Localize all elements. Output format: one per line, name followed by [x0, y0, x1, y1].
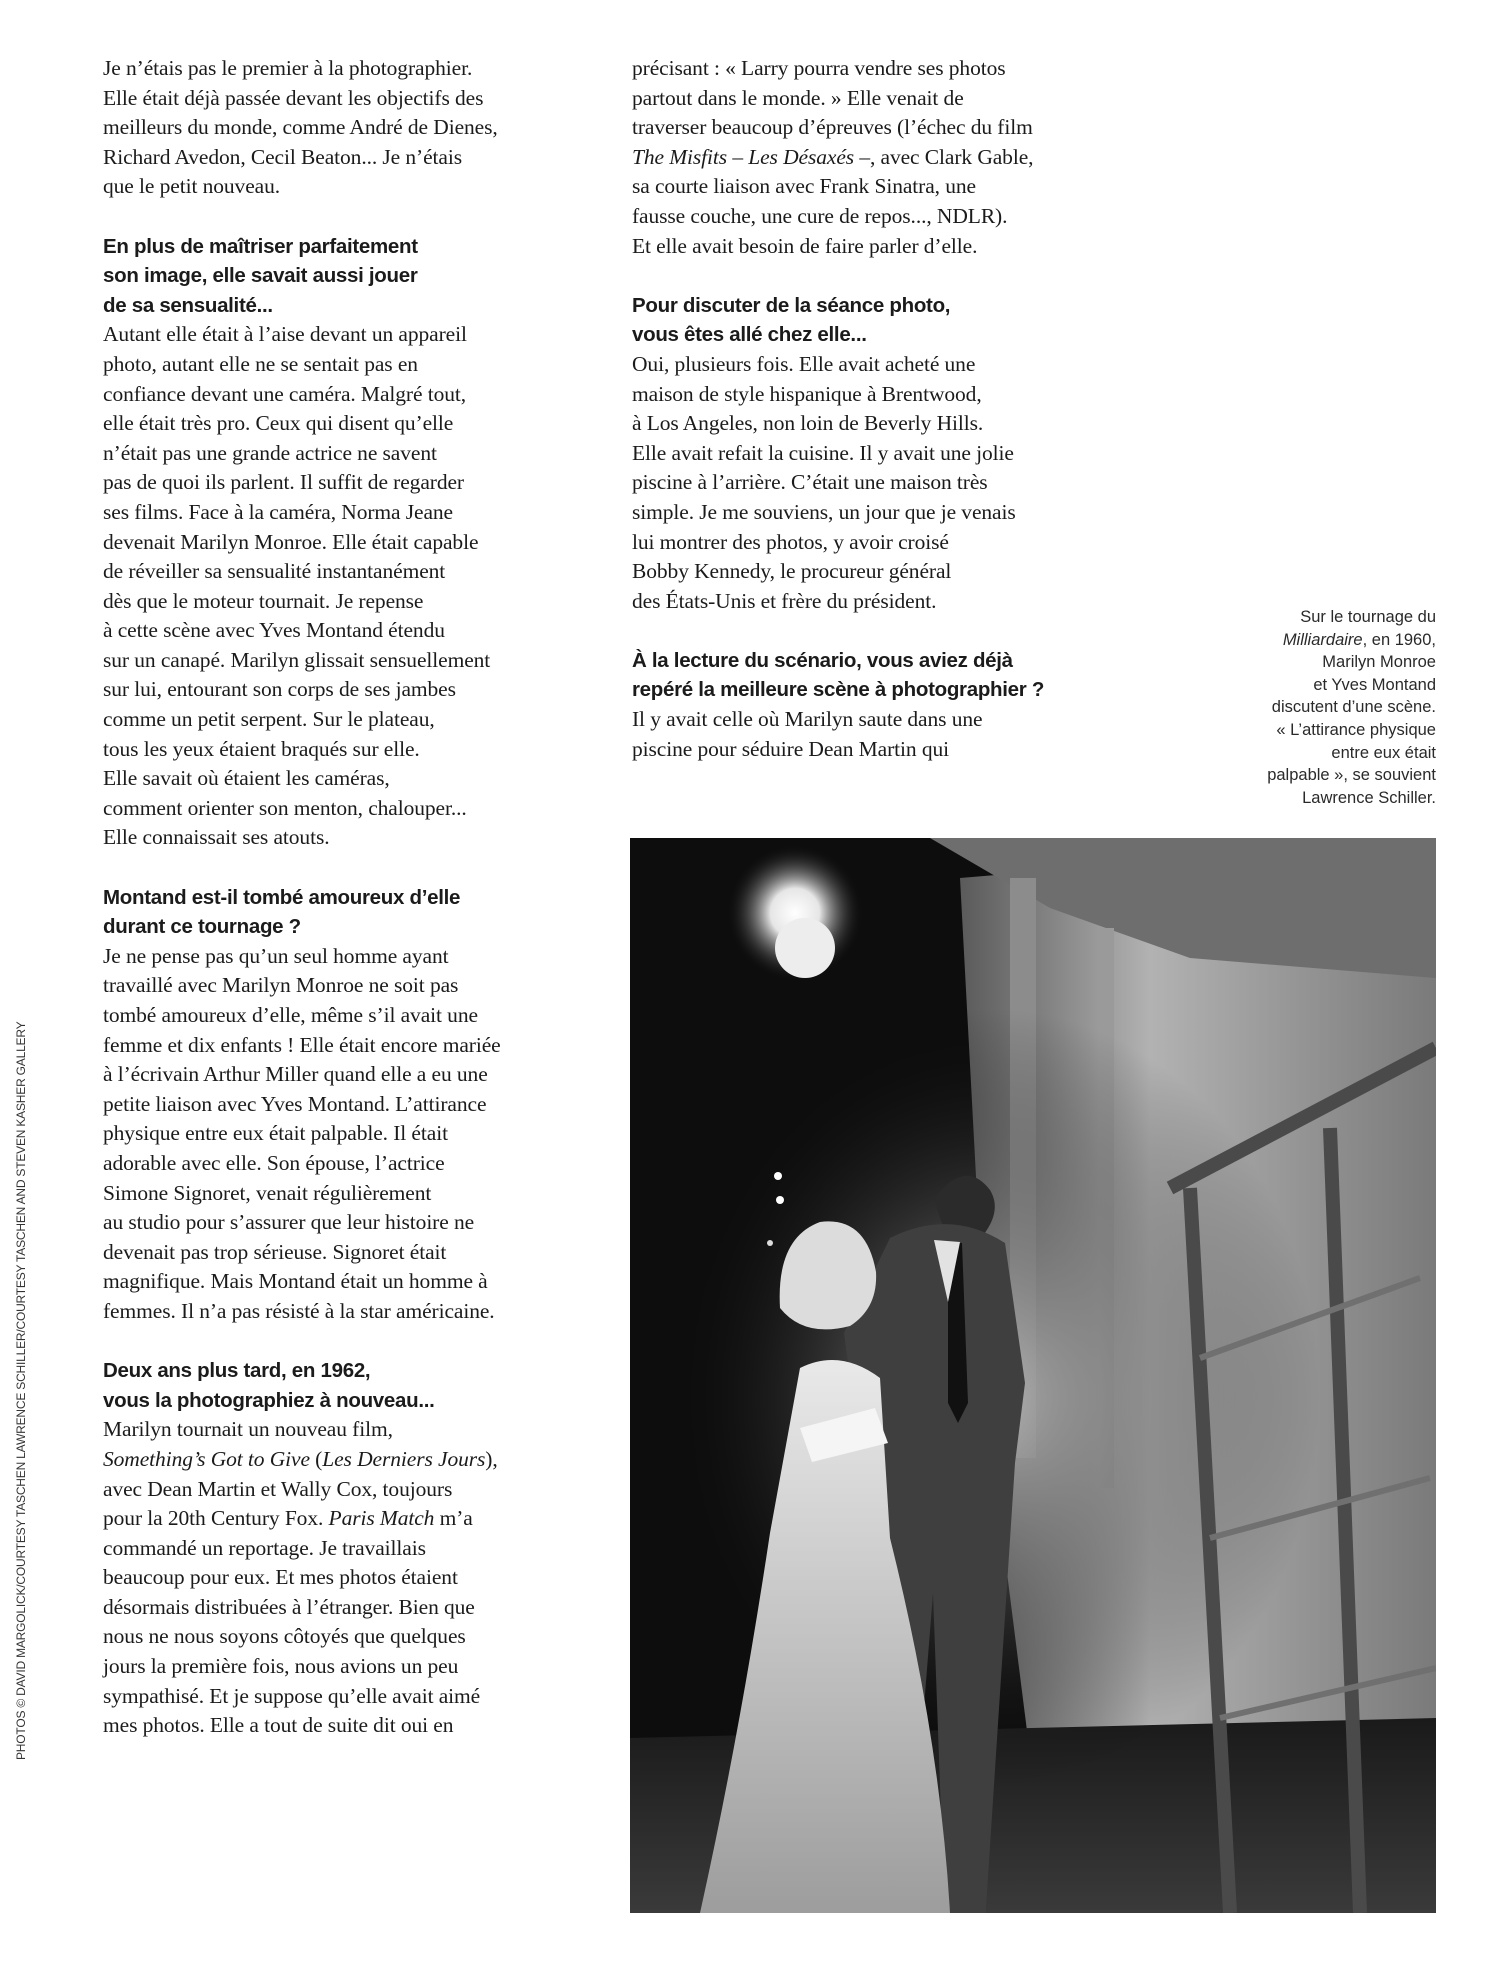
article-column-left — [103, 54, 623, 1741]
interview-question: Montand est-il tombé amoureux d’elle durant ce tournage ? — [103, 885, 461, 939]
interview-question: À la lecture du scénario, vous aviez déjà repéré la meilleure scène à photographier ? — [632, 648, 1045, 702]
photo-caption: Sur le tournage du Milliardaire, en 1960, Marilyn Monroe et Yves Montand discutent d’une scène. « L’attirance physique entre eux était palpable », se souvient Lawrence Schiller. — [1267, 608, 1436, 807]
interview-answer: Il y avait celle où Marilyn saute dans une piscine pour séduire Dean Martin qui — [632, 707, 983, 761]
interview-answer: précisant : « Larry pourra vendre ses photos partout dans le monde. » Elle venait de traverser beaucoup d’épreuves (l’échec du film The Misfits – Les Désaxés –, avec Clark Gable, sa courte liaison avec Frank Sinatra, une fausse couche, une cure de repos..., NDLR). Et elle avait besoin de faire parler d’elle. — [632, 56, 1034, 258]
interview-answer: Oui, plusieurs fois. Elle avait acheté une maison de style hispanique à Brentwood, à Los Angeles, non loin de Beverly Hills. Elle avait refait la cuisine. Il y avait une jolie piscine à l’arrière. C’était une maison très simple. Je me souviens, un jour que je venais lui montrer des photos, y avoir croisé Bobby Kennedy, le procureur général des États-Unis et frère du président. — [632, 351, 1016, 613]
interview-answer: Marilyn tournait un nouveau film, Something’s Got to Give (Les Derniers Jours), avec Dean Martin et Wally Cox, toujours pour la 20th Century Fox. Paris Match m’a commandé un reportage. Je travaillais beaucoup pour eux. Et mes photos étaient désormais distribuées à l’étranger. Bien que nous ne nous soyons côtoyés que quelques jours la première fois, nous avions un peu sympathisé. Et je suppose qu’elle avait aimé mes photos. Elle a tout de suite dit oui en — [103, 1417, 498, 1738]
interview-question: En plus de maîtriser parfaitement son image, elle savait aussi jouer de sa sensualité... — [103, 234, 418, 317]
interview-answer: Autant elle était à l’aise devant un appareil photo, autant elle ne se sentait pas en confiance devant une caméra. Malgré tout, elle était très pro. Ceux qui disent qu’elle n’était pas une grande actrice ne savent pas de quoi ils parlent. Il suffit de regarder ses films. Face à la caméra, Norma Jeane devenait Marilyn Monroe. Elle était capable de réveiller sa sensualité instantanément dès que le moteur tournait. Je repense à cette scène avec Yves Montand étendu sur un canapé. Marilyn glissait sensuellement sur lui, entourant son corps de ses jambes comme un petit serpent. Sur le plateau, tous les yeux étaient braqués sur elle. Elle savait où étaient les caméras, comment orienter son menton, chalouper... Elle connaissait ses atouts. — [103, 322, 491, 850]
film-set-photo — [630, 838, 1436, 1913]
interview-question: Pour discuter de la séance photo, vous êtes allé chez elle... — [632, 293, 951, 347]
photo-credit: PHOTOS © DAVID MARGOLICK/COURTESY TASCHEN LAWRENCE SCHILLER/COURTESY TASCHEN AND STEVEN KASHER GALLERY — [14, 1021, 28, 1760]
interview-question: Deux ans plus tard, en 1962, vous la photographiez à nouveau... — [103, 1359, 435, 1412]
interview-answer: Je ne pense pas qu’un seul homme ayant travaillé avec Marilyn Monroe ne soit pas tombé amoureux d’elle, même s’il avait une femme et dix enfants ! Elle était encore mariée à l’écrivain Arthur Miller quand elle a eu une petite liaison avec Yves Montand. L’attirance physique entre eux était palpable. Il était adorable avec elle. Son épouse, l’actrice Simone Signoret, venait régulièrement au studio pour s’assurer que leur histoire ne devenait pas trop sérieuse. Signoret était magnifique. Mais Montand était un homme à femmes. Il n’a pas résisté à la star américaine. — [103, 943, 501, 1323]
article-column-right — [632, 54, 1152, 764]
interview-answer: Je n’étais pas le premier à la photographier. Elle était déjà passée devant les objectifs des meilleurs du monde, comme André de Dienes, Richard Avedon, Cecil Beaton... Je n’étais que le petit nouveau. — [103, 56, 498, 199]
